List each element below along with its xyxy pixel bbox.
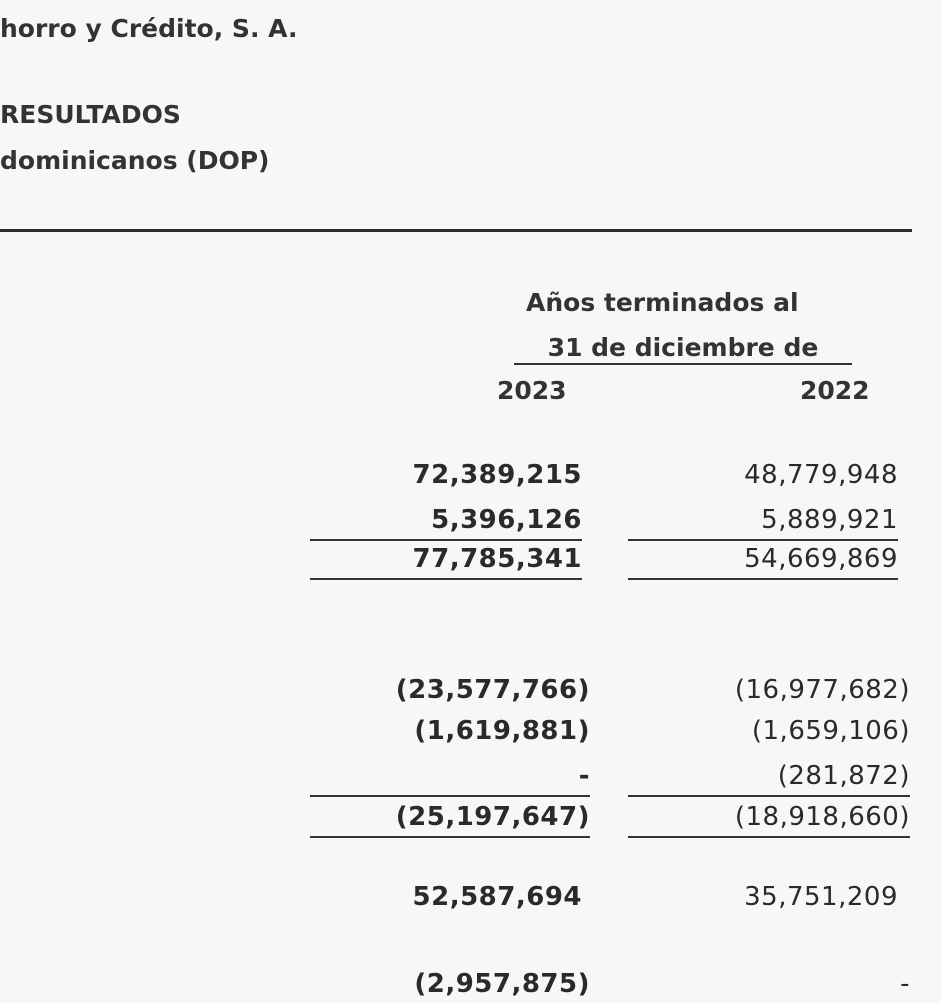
value-2023: (23,577,766): [395, 675, 590, 705]
table-row: [0, 542, 942, 578]
value-2023: 5,396,126: [310, 503, 582, 541]
value-2023: -: [310, 759, 590, 797]
table-row: [0, 967, 942, 1003]
company-name: horro y Crédito, S. A.: [0, 14, 298, 43]
value-2023: (1,619,881): [414, 716, 590, 746]
value-2022: (1,659,106): [751, 716, 910, 746]
value-2022: (18,918,660): [628, 800, 910, 838]
value-2022: (16,977,682): [734, 675, 910, 705]
table-row: [0, 880, 942, 916]
period-heading-line2: 31 de diciembre de: [514, 333, 852, 365]
value-2023: (2,957,875): [414, 969, 590, 999]
table-row: [0, 800, 942, 836]
value-2022: 48,779,948: [744, 460, 898, 490]
column-year-2022: 2022: [800, 376, 870, 405]
period-heading-line1: Años terminados al: [526, 288, 799, 317]
table-row: [0, 673, 942, 709]
value-2023: 52,587,694: [412, 882, 582, 912]
currency-note: dominicanos (DOP): [0, 146, 270, 175]
value-2022: 35,751,209: [744, 882, 898, 912]
table-row: [0, 759, 942, 795]
value-2022: -: [900, 969, 910, 999]
value-2023: 72,389,215: [412, 460, 582, 490]
header-divider: [0, 229, 912, 232]
value-2023: (25,197,647): [310, 800, 590, 838]
value-2023: 77,785,341: [310, 542, 582, 580]
column-year-2023: 2023: [497, 376, 567, 405]
statement-title: RESULTADOS: [0, 100, 181, 129]
table-row: [0, 458, 942, 494]
value-2022: 54,669,869: [628, 542, 898, 580]
table-row: [0, 503, 942, 539]
value-2022: 5,889,921: [628, 503, 898, 541]
value-2022: (281,872): [628, 759, 910, 797]
table-row: [0, 714, 942, 750]
